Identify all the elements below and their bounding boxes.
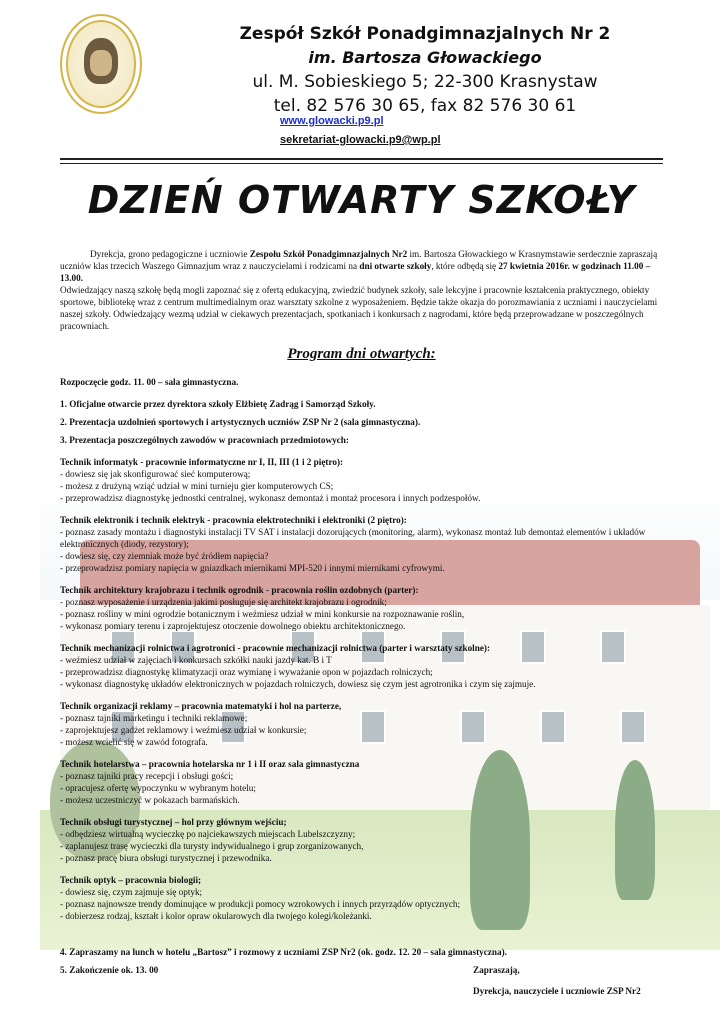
profession-section <box>60 700 680 758</box>
profession-activity: - poznasz tajniki marketingu i techniki reklamowe; <box>60 713 248 723</box>
program-item: 3. Prezentacja poszczególnych zawodów w pracowniach przedmiotowych: <box>60 435 349 445</box>
signature: Dyrekcja, nauczyciele i uczniowie ZSP Nr2 <box>473 986 641 996</box>
profession-activity: - możesz z drużyną wziąć udział w mini turnieju gier komputerowych CS; <box>60 481 334 491</box>
program-item-lunch: 4. Zapraszamy na lunch w hotelu „Bartosz” i rozmowy z uczniami ZSP Nr2 (ok. godz. 12. 20 – sala gimnastyczna). <box>60 947 507 957</box>
program-title: Program dni otwartych: <box>287 346 436 362</box>
profession-section <box>60 642 680 700</box>
profession-activity: - poznasz tajniki pracy recepcji i obsługi gości; <box>60 771 234 781</box>
profession-activity: - możesz wcielić się w zawód fotografa. <box>60 737 208 747</box>
profession-section <box>60 514 680 584</box>
profession-sections <box>60 456 680 932</box>
profession-section <box>60 456 680 514</box>
email-link[interactable]: sekretariat-glowacki.p9@wp.pl <box>280 134 441 146</box>
intro-text-part: Dyrekcja, grono pedagogiczne i uczniowie <box>90 249 250 259</box>
school-patron: im. Bartosza Głowackiego <box>308 48 542 67</box>
profession-activity: - poznasz wyposażenie i urządzenia jakimi posługuje się architekt krajobrazu i ogrodnik; <box>60 597 387 607</box>
profession-section <box>60 874 680 932</box>
profession-activity: - poznasz najnowsze trendy dominujące w produkcji pomocy wzrokowych i innych przyrządów optycznych; <box>60 899 461 909</box>
intro-paragraph-2: Odwiedzający naszą szkołę będą mogli zapoznać się z ofertą edukacyjną, zwiedzić budynek szkoły, sale lekcyjne i pracownie kształcenia praktycznego, obiekty sportowe, bibliotekę wraz z centrum multimedialnym oraz warsztaty szkolne z wyposażeniem. Będzie także okazja do porozmawiania z uczniami i nauczycielami naszej szkoły. Odwiedzający wezmą udział w ciekawych prezentacjach, spotkaniach i konkursach z nagrodami, które będą przeprowadzane w poszczególnych pracowniach. <box>60 285 658 331</box>
profession-activity: - możesz uczestniczyć w pokazach barmańskich. <box>60 795 240 805</box>
intro-text-part: im. Bartosza Głowackiego w Krasnymstawie serdecznie zapraszają uczniów klas trzecich Waszego Gimnazjum wraz z nauczycielami i rodzicami na <box>60 249 658 271</box>
website-link[interactable]: www.glowacki.p9.pl <box>280 115 384 127</box>
profession-activity: - zaplanujesz trasę wycieczki dla turysty indywidualnego i grup zorganizowanych, <box>60 841 364 851</box>
profession-section <box>60 816 680 874</box>
profession-heading: Technik obsługi turystycznej – hol przy głównym wejściu; <box>60 817 287 827</box>
profession-activity: - zaprojektujesz gadżet reklamowy i weźmiesz udział w konkursie; <box>60 725 307 735</box>
intro-open-days: dni otwarte szkoły <box>359 261 432 271</box>
intro-paragraph-1 <box>60 248 663 284</box>
profession-activity: - przeprowadzisz diagnostykę jednostki centralnej, wykonasz demontaż i montaż procesora i innych podzespołów. <box>60 493 481 503</box>
profession-activity: - przeprowadzisz pomiary napięcia w gniazdkach miernikami MPI-520 i innymi miernikami cyfrowymi. <box>60 563 445 573</box>
program-item: 1. Oficjalne otwarcie przez dyrektora szkoły Elżbietę Zadrąg i Samorząd Szkoły. <box>60 399 376 409</box>
school-phones: tel. 82 576 30 65, fax 82 576 30 61 <box>273 96 577 116</box>
profession-activity: - wykonasz diagnostykę układów elektronicznych w pojazdach rolniczych, dowiesz się czym jest agrotronika i czym się zajmuje. <box>60 679 536 689</box>
profession-activity: - poznasz pracę biura obsługi turystycznej i przewodnika. <box>60 853 272 863</box>
profession-activity: - wykonasz pomiary terenu i zaprojektujesz otoczenie dowolnego obiektu architektonicznego. <box>60 621 406 631</box>
profession-heading: Technik hotelarstwa – pracownia hotelarska nr 1 i II oraz sala gimnastyczna <box>60 759 360 769</box>
profession-activity: - dowiesz się, czym zajmuje się optyk; <box>60 887 203 897</box>
header-divider <box>60 158 663 160</box>
profession-activity: - odbędziesz wirtualną wycieczkę po najciekawszych miejscach Lubelszczyzny; <box>60 829 356 839</box>
profession-heading: Technik mechanizacji rolnictwa i agrotronici - pracownie mechanizacji rolnictwa (parter i warsztaty szkolne): <box>60 643 491 653</box>
profession-activity: - poznasz zasady montażu i diagnostyki instalacji TV SAT i instalacji dozorujących (monitoring, alarm), wykonasz montaż lub demontaż elementów i układów elektronicznych (diody, rezystory); <box>60 527 646 549</box>
profession-activity: - dobierzesz rodzaj, kształt i kolor opraw okularowych dla twojego kolegi/koleżanki. <box>60 911 372 921</box>
intro-text-part: , które odbędą się <box>431 261 499 271</box>
intro-text <box>60 248 663 332</box>
program-footer <box>60 946 670 982</box>
profession-heading: Technik organizacji reklamy – pracownia matematyki i hol na parterze, <box>60 701 342 711</box>
program-start: Rozpoczęcie godz. 11. 00 – sala gimnastyczna. <box>60 377 239 387</box>
profession-heading: Technik elektronik i technik elektryk - pracownia elektrotechniki i elektroniki (2 piętro): <box>60 515 407 525</box>
profession-heading: Technik architektury krajobrazu i technik ogrodnik - pracownia roślin ozdobnych (parter): <box>60 585 419 595</box>
intro-school-name: Zespołu Szkół Ponadgimnazjalnych Nr2 <box>249 249 408 259</box>
profession-activity: - opracujesz ofertę wypoczynku w wybranym hotelu; <box>60 783 256 793</box>
profession-activity: - dowiesz się jak skonfigurować sieć komputerową; <box>60 469 251 479</box>
header-divider-thin <box>60 163 663 164</box>
profession-activity: - przeprowadzisz diagnostykę klimatyzacji oraz wymianę i wyważanie opon w pojazdach rolniczych; <box>60 667 433 677</box>
profession-section <box>60 758 680 816</box>
profession-activity: - weźmiesz udział w zajęciach i konkursach szkółki nauki jazdy kat. B i T <box>60 655 332 665</box>
profession-heading: Technik informatyk - pracownie informatyczne nr I, II, III (1 i 2 piętro): <box>60 457 344 467</box>
program-content <box>60 376 680 932</box>
intro-date: 27 kwietnia 2016r. w godzinach 11.00 – 13.00. <box>60 261 651 283</box>
profession-heading: Technik optyk – pracownia biologii; <box>60 875 202 885</box>
profession-activity: - poznasz rośliny w mini ogrodzie botanicznym i weźmiesz udział w mini konkursie na rozpoznawanie roślin, <box>60 609 465 619</box>
profession-activity: - dowiesz się, czy ziemniak może być źródłem napięcia? <box>60 551 269 561</box>
school-address: ul. M. Sobieskiego 5; 22-300 Krasnystaw <box>252 72 598 92</box>
program-item: 2. Prezentacja uzdolnień sportowych i artystycznych uczniów ZSP Nr 2 (sala gimnastyczna). <box>60 417 421 427</box>
school-emblem-logo <box>60 14 142 114</box>
page-title: DZIEŃ OTWARTY SZKOŁY <box>87 178 636 222</box>
school-name: Zespół Szkół Ponadgimnazjalnych Nr 2 <box>239 24 611 44</box>
program-item-end: 5. Zakończenie ok. 13. 00 <box>60 965 159 975</box>
profession-section <box>60 584 680 642</box>
invite-text: Zapraszają, <box>473 965 520 975</box>
